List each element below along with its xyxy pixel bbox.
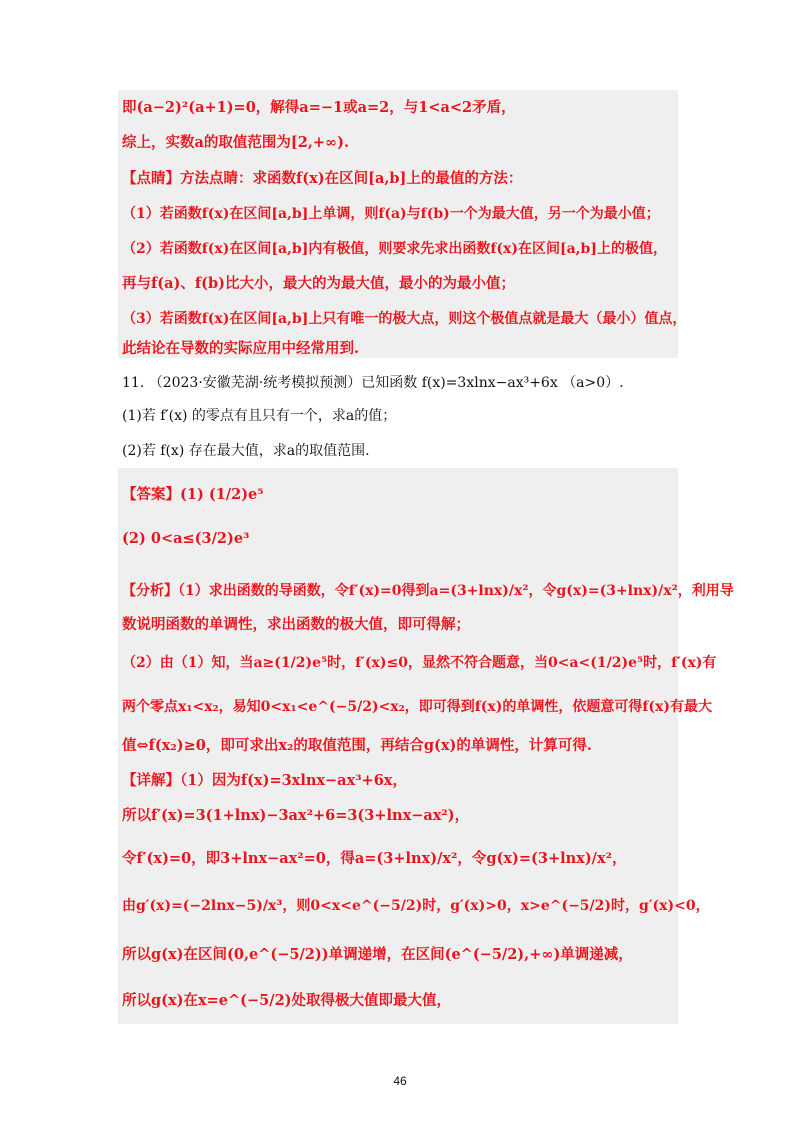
tip-item: （3）若函数f(x)在区间[a,b]上只有唯一的极大点，则这个极值点就是最大（最小）值点， — [122, 311, 687, 327]
analysis-line: 两个零点x₁<x₂，易知0<x₁<e^(−5/2)<x₂，即可得到f(x)的单调性，依题意可得f(x)有最大 — [122, 699, 713, 715]
detail-line: 所以g(x)在区间(0,e^(−5/2))单调递增，在区间(e^(−5/2),+∞)单调递减， — [122, 946, 633, 963]
problem-question: (2)若 f(x) 存在最大值，求a的取值范围. — [122, 443, 370, 459]
detail-line: 由g′(x)=(−2lnx−5)/x³，则0<x<e^(−5/2)时，g′(x)>0，x>e^(−5/2)时，g′(x)<0， — [122, 898, 710, 914]
detail-line: 所以f′(x)=3(1+lnx)−3ax²+6=3(3+lnx−ax²)， — [122, 807, 470, 824]
tip-item: 再与f(a)、f(b)比大小，最大的为最大值，最小的为最小值； — [122, 275, 515, 292]
problem-question: (1)若 f′(x) 的零点有且只有一个，求a的值； — [122, 408, 397, 424]
tip-item: 此结论在导数的实际应用中经常用到. — [122, 340, 360, 357]
answer-line: 【答案】(1) (1/2)e⁵ — [122, 486, 264, 503]
tip-item: （1）若函数f(x)在区间[a,b]上单调，则f(a)与f(b)一个为最大值，另一个为最小值； — [122, 206, 660, 222]
problem-stem: 11. （2023·安徽芜湖·统考模拟预测）已知函数 f(x)=3xlnx−ax³+6x （a>0）. — [122, 375, 624, 391]
tip-item: （2）若函数f(x)在区间[a,b]内有极值，则要求先求出函数f(x)在区间[a,b]上的极值， — [122, 241, 667, 257]
solution-line: 即(a−2)²(a+1)=0，解得a=−1或a=2，与1<a<2矛盾， — [122, 99, 516, 116]
analysis-line: 【分析】（1）求出函数的导函数，令f′(x)=0得到a=(3+lnx)/x²，令g(x)=(3+lnx)/x²，利用导 — [122, 583, 734, 599]
detail-line: 令f′(x)=0，即3+lnx−ax²=0，得a=(3+lnx)/x²，令g(x)=(3+lnx)/x²， — [122, 850, 627, 867]
detail-line: 所以g(x)在x=e^(−5/2)处取得极大值即最大值， — [122, 992, 452, 1009]
tips-title: 【点睛】方法点睛：求函数f(x)在区间[a,b]上的最值的方法： — [122, 170, 523, 187]
analysis-line: 数说明函数的单调性，求出函数的极大值，即可得解； — [122, 616, 470, 633]
answer-line: (2) 0<a≤(3/2)e³ — [122, 530, 250, 547]
page-number: 46 — [393, 1074, 407, 1088]
analysis-line: 值⇔f(x₂)≥0，即可求出x₂的取值范围，再结合g(x)的单调性，计算可得. — [122, 737, 592, 754]
solution-line: 综上，实数a的取值范围为[2,+∞). — [122, 134, 350, 151]
analysis-line: （2）由（1）知，当a≥(1/2)e⁵时，f′(x)≤0，显然不符合题意，当0<a<(1/2)e⁵时，f′(x)有 — [122, 655, 717, 671]
detail-line: 【详解】（1）因为f(x)=3xlnx−ax³+6x， — [122, 772, 407, 789]
